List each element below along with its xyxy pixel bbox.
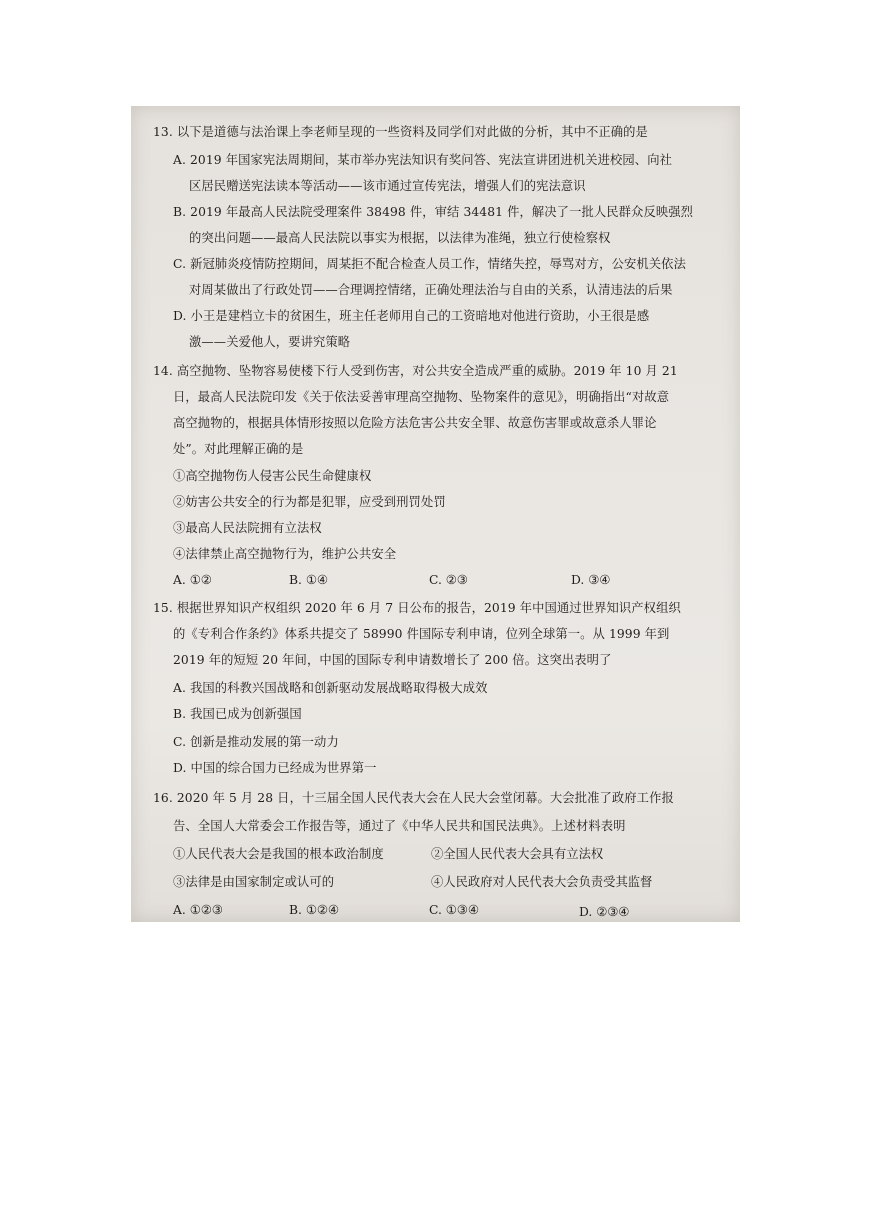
question-16-choice-a: A. ①②③ xyxy=(173,903,223,917)
question-14-choice-b: B. ①④ xyxy=(289,573,328,587)
question-15-option-d: D. 中国的综合国力已经成为世界第一 xyxy=(173,761,377,775)
question-16-item-4: ④人民政府对人民代表大会负责受其监督 xyxy=(431,875,653,889)
question-15-option-c: C. 创新是推动发展的第一动力 xyxy=(173,735,339,749)
question-14-item-4: ④法律禁止高空抛物行为，维护公共安全 xyxy=(173,547,397,561)
question-13-option-b: B. 2019 年最高人民法院受理案件 38498 件，审结 34481 件，解决了一批人民群众反映强烈 xyxy=(173,205,694,219)
question-15-option-b: B. 我国已成为创新强国 xyxy=(173,707,302,721)
question-14-item-2: ②妨害公共安全的行为都是犯罪，应受到刑罚处罚 xyxy=(173,495,446,509)
question-16-item-2: ②全国人民代表大会具有立法权 xyxy=(431,847,604,861)
question-13-option-d-cont: 激——关爱他人，要讲究策略 xyxy=(189,335,351,349)
question-16-item-3: ③法律是由国家制定或认可的 xyxy=(173,875,335,889)
question-16-choice-b: B. ①②④ xyxy=(289,903,339,917)
question-13-option-b-cont: 的突出问题——最高人民法院以事实为根据，以法律为准绳，独立行使检察权 xyxy=(189,231,611,245)
question-14-stem-cont: 高空抛物的，根据具体情形按照以危险方法危害公共安全罪、故意伤害罪或故意杀人罪论 xyxy=(173,416,657,430)
question-16-choice-d: D. ②③④ xyxy=(579,905,630,919)
exam-page-photo xyxy=(131,106,740,922)
question-13-stem: 13. 以下是道德与法治课上李老师呈现的一些资料及同学们对此做的分析，其中不正确的是 xyxy=(153,125,648,139)
question-14-choice-a: A. ①② xyxy=(173,573,212,587)
question-15-stem-cont: 的《专利合作条约》体系共提交了 58990 件国际专利申请，位列全球第一。从 1999 年到 xyxy=(173,627,670,641)
question-15-option-a: A. 我国的科教兴国战略和创新驱动发展战略取得极大成效 xyxy=(173,681,488,695)
question-13-option-d: D. 小王是建档立卡的贫困生，班主任老师用自己的工资暗地对他进行资助，小王很是感 xyxy=(173,309,650,323)
question-14-stem-cont: 处”。对此理解正确的是 xyxy=(173,442,304,456)
question-13-option-a: A. 2019 年国家宪法周期间，某市举办宪法知识有奖问答、宪法宣讲团进机关进校园、向社 xyxy=(173,153,672,167)
question-16-choice-c: C. ①③④ xyxy=(429,903,479,917)
question-16-stem-cont: 告、全国人大常委会工作报告等，通过了《中华人民共和国民法典》。上述材料表明 xyxy=(173,819,626,833)
question-13-option-a-cont: 区居民赠送宪法读本等活动——该市通过宣传宪法，增强人们的宪法意识 xyxy=(189,179,586,193)
question-15-stem: 15. 根据世界知识产权组织 2020 年 6 月 7 日公布的报告，2019 年中国通过世界知识产权组织 xyxy=(153,601,681,615)
question-14-item-3: ③最高人民法院拥有立法权 xyxy=(173,521,322,535)
question-13-option-c-cont: 对周某做出了行政处罚——合理调控情绪，正确处理法治与自由的关系，认清违法的后果 xyxy=(189,283,673,297)
question-14-choice-c: C. ②③ xyxy=(429,573,468,587)
question-14-stem-cont: 日，最高人民法院印发《关于依法妥善审理高空抛物、坠物案件的意见》，明确指出“对故意 xyxy=(173,390,670,404)
question-14-stem: 14. 高空抛物、坠物容易使楼下行人受到伤害，对公共安全造成严重的威胁。2019 年 10 月 21 xyxy=(153,364,678,378)
question-15-stem-cont: 2019 年的短短 20 年间，中国的国际专利申请数增长了 200 倍。这突出表明了 xyxy=(173,653,612,667)
question-14-choice-d: D. ③④ xyxy=(571,573,611,587)
question-14-item-1: ①高空抛物伤人侵害公民生命健康权 xyxy=(173,469,372,483)
question-16-item-1: ①人民代表大会是我国的根本政治制度 xyxy=(173,847,384,861)
question-13-option-c: C. 新冠肺炎疫情防控期间，周某拒不配合检查人员工作，情绪失控，辱骂对方，公安机关依法 xyxy=(173,257,686,271)
question-16-stem: 16. 2020 年 5 月 28 日，十三届全国人民代表大会在人民大会堂闭幕。大会批准了政府工作报 xyxy=(153,791,674,805)
